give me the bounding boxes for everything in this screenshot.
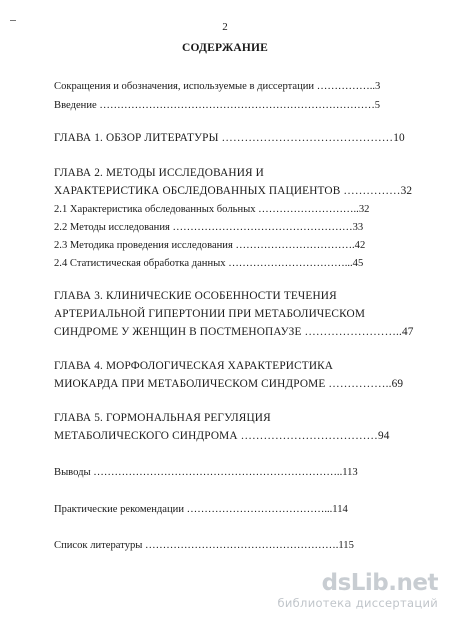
- toc-entry-chapter-5-line-2: МЕТАБОЛИЧЕСКОГО СИНДРОМА ………………………………94: [54, 430, 390, 442]
- toc-entry-conclusions: Выводы ……………………………………………………………..113: [54, 467, 358, 478]
- page-number: 2: [222, 21, 228, 33]
- toc-entry-chapter-5-line-1: ГЛАВА 5. ГОРМОНАЛЬНАЯ РЕГУЛЯЦИЯ: [54, 412, 271, 424]
- toc-entry-chapter-2-line-2: ХАРАКТЕРИСТИКА ОБСЛЕДОВАННЫХ ПАЦИЕНТОВ ……………32: [54, 185, 413, 197]
- watermark-logo: [277, 570, 438, 596]
- toc-entry-references: Список литературы ……………………………………………….115: [54, 540, 354, 551]
- toc-entry-chapter-4-line-2: МИОКАРДА ПРИ МЕТАБОЛИЧЕСКОМ СИНДРОМЕ ……………..69: [54, 378, 404, 390]
- watermark-logo-text: dsLib: [321, 570, 389, 596]
- toc-entry-abbreviations: Сокращения и обозначения, используемые в диссертации ……………..3: [54, 81, 381, 92]
- toc-entry-chapter-4-line-1: ГЛАВА 4. МОРФОЛОГИЧЕСКАЯ ХАРАКТЕРИСТИКА: [54, 360, 334, 372]
- watermark-subtitle: библиотека диссертаций: [277, 596, 438, 610]
- toc-entry-section-2-3: 2.3 Методика проведения исследования …………………………….42: [54, 240, 366, 251]
- watermark-logo-suffix: .net: [388, 570, 438, 596]
- toc-entry-chapter-2-line-1: ГЛАВА 2. МЕТОДЫ ИССЛЕДОВАНИЯ И: [54, 167, 264, 179]
- toc-entry-chapter-1: ГЛАВА 1. ОБЗОР ЛИТЕРАТУРЫ ………………………………………10: [54, 132, 405, 144]
- toc-entry-recommendations: Практические рекомендации …………………………………...114: [54, 504, 348, 515]
- toc-entry-chapter-3-line-2: АРТЕРИАЛЬНОЙ ГИПЕРТОНИИ ПРИ МЕТАБОЛИЧЕСКОМ: [54, 308, 366, 320]
- toc-entry-section-2-2: 2.2 Методы исследования ……………………………………………33: [54, 222, 364, 233]
- watermark: [277, 570, 438, 610]
- toc-entry-section-2-4: 2.4 Статистическая обработка данных ……………………………...45: [54, 258, 364, 269]
- page-title: СОДЕРЖАНИЕ: [181, 42, 269, 54]
- toc-entry-section-2-1: 2.1 Характеристика обследованных больных ………………………..32: [54, 204, 370, 215]
- toc-entry-introduction: Введение ……………………………………………………………………5: [54, 100, 381, 111]
- toc-entry-chapter-3-line-3: СИНДРОМЕ У ЖЕНЩИН В ПОСТМЕНОПАУЗЕ ……………………..47: [54, 326, 414, 338]
- toc-entry-chapter-3-line-1: ГЛАВА 3. КЛИНИЧЕСКИЕ ОСОБЕННОСТИ ТЕЧЕНИЯ: [54, 290, 337, 302]
